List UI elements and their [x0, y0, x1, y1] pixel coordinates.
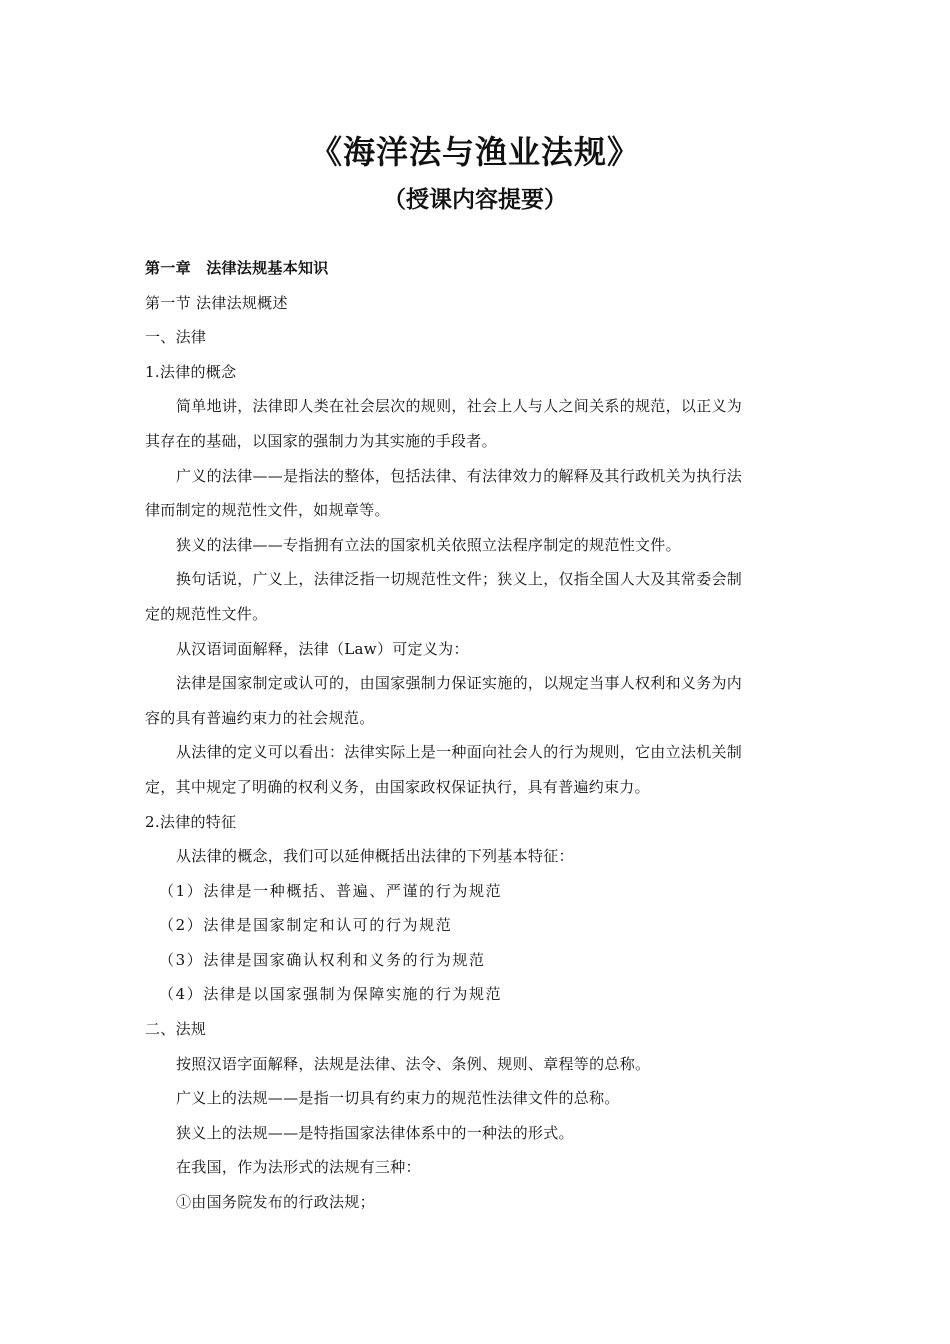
subsection-heading: 二、法规	[145, 1020, 207, 1039]
paragraph-line: 广义的法律——是指法的整体，包括法律、有法律效力的解释及其行政机关为执行法	[176, 466, 743, 485]
paragraph-line: 容的具有普遍约束力的社会规范。	[145, 708, 375, 727]
paragraph-line: 法律是国家制定或认可的，由国家强制力保证实施的，以规定当事人权利和义务为内	[176, 674, 743, 693]
paragraph-line: 按照汉语字面解释，法规是法律、法令、条例、规则、章程等的总称。	[176, 1054, 651, 1073]
paragraph-line: 其存在的基础，以国家的强制力为其实施的手段者。	[145, 431, 497, 450]
paragraph-line: 狭义的法律——专指拥有立法的国家机关依照立法程序制定的规范性文件。	[176, 535, 681, 554]
paragraph-line: 从法律的概念，我们可以延伸概括出法律的下列基本特征：	[176, 847, 574, 866]
topic-heading: 1.法律的概念	[145, 362, 237, 381]
paragraph-line: 在我国，作为法形式的法规有三种：	[176, 1158, 421, 1177]
document-subtitle: （授课内容提要）	[383, 186, 567, 213]
list-item: （2）法律是国家制定和认可的行为规范	[159, 916, 453, 935]
subsection-heading: 一、法律	[145, 328, 207, 347]
list-item: （1）法律是一种概括、普遍、严谨的行为规范	[159, 881, 503, 900]
paragraph-line: 定，其中规定了明确的权利义务，由国家政权保证执行，具有普遍约束力。	[145, 777, 650, 796]
paragraph-line: ①由国务院发布的行政法规；	[176, 1193, 375, 1212]
document-body	[145, 251, 810, 1220]
chapter-heading: 第一章 法律法规基本知识	[145, 259, 329, 277]
paragraph-line: 换句话说，广义上，法律泛指一切规范性文件；狭义上，仅指全国人大及其常委会制	[176, 570, 743, 589]
list-item: （4）法律是以国家强制为保障实施的行为规范	[159, 985, 503, 1004]
topic-heading: 2.法律的特征	[145, 812, 237, 831]
paragraph-line: 定的规范性文件。	[145, 604, 268, 623]
paragraph-line: 从汉语词面解释，法律（Law）可定义为：	[176, 639, 469, 658]
document-title: 《海洋法与渔业法规》	[309, 133, 640, 171]
section-heading: 第一节 法律法规概述	[145, 293, 288, 312]
paragraph-line: 简单地讲，法律即人类在社会层次的规则，社会上人与人之间关系的规范，以正义为	[176, 397, 743, 416]
paragraph-line: 广义上的法规——是指一切具有约束力的规范性法律文件的总称。	[176, 1089, 620, 1108]
paragraph-line: 从法律的定义可以看出：法律实际上是一种面向社会人的行为规则，它由立法机关制	[176, 743, 743, 762]
paragraph-line: 狭义上的法规——是特指国家法律体系中的一种法的形式。	[176, 1123, 574, 1142]
list-item: （3）法律是国家确认权利和义务的行为规范	[159, 950, 486, 969]
paragraph-line: 律而制定的规范性文件，如规章等。	[145, 501, 390, 520]
